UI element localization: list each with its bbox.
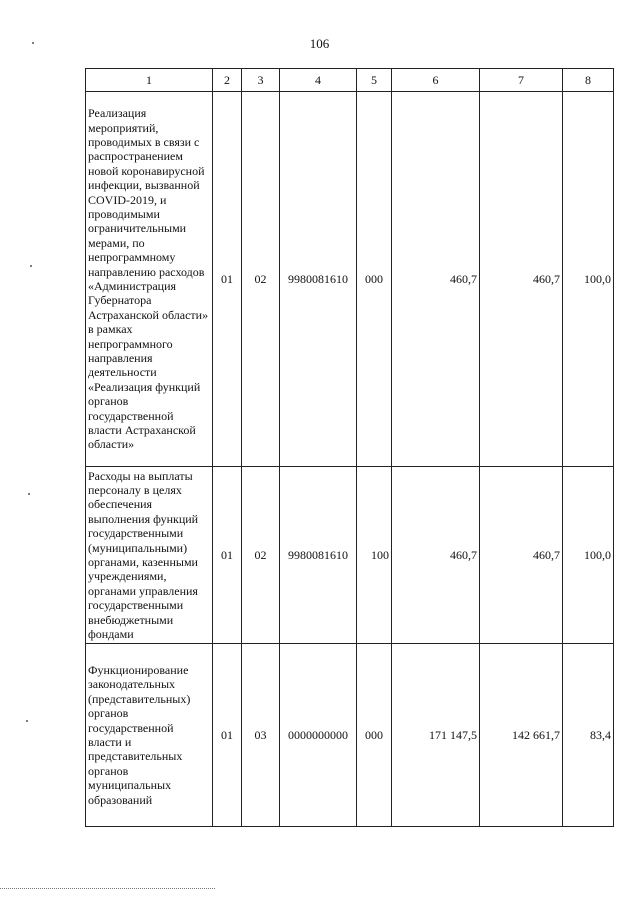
subsection-code: 03 — [242, 644, 280, 827]
table-row — [86, 92, 614, 467]
target-article-code: 9980081610 — [280, 92, 357, 467]
scan-speck — [30, 265, 32, 267]
execution-percent: 100,0 — [563, 92, 614, 467]
scan-speck — [32, 42, 34, 44]
target-article-code: 0000000000 — [280, 644, 357, 827]
expense-description: Реализация мероприятий, проводимых в связи с распространением новой коронавирусной инфекции, вызванной COVID-2019, и проводимыми ограничительными мерами, по непрограммному направлению расходов «Администрация Губернатора Астраханской области» в рамках непрограммного направления деятельности «Реализация функций органов государственной власти Астраханской области» — [86, 92, 213, 467]
scan-speck — [26, 720, 28, 722]
planned-amount: 460,7 — [392, 467, 480, 644]
expense-description: Функционирование законодательных (представительных) органов государственной власти и представительных органов муниципальных образований — [86, 644, 213, 827]
budget-table — [85, 68, 614, 827]
executed-amount: 460,7 — [480, 467, 563, 644]
column-header: 6 — [392, 69, 480, 92]
section-code: 01 — [213, 644, 242, 827]
column-header: 4 — [280, 69, 357, 92]
table-row — [86, 467, 614, 644]
column-header: 1 — [86, 69, 213, 92]
planned-amount: 460,7 — [392, 92, 480, 467]
header-row — [86, 69, 614, 92]
planned-amount: 171 147,5 — [392, 644, 480, 827]
expense-description: Расходы на выплаты персоналу в целях обеспечения выполнения функций государственными (муниципальными) органами, казенными учреждениями, органами управления государственными внебюджетными фондами — [86, 467, 213, 644]
scan-speck — [28, 493, 30, 495]
executed-amount: 142 661,7 — [480, 644, 563, 827]
column-header: 5 — [357, 69, 392, 92]
expense-type-code: 000 — [357, 644, 392, 827]
subsection-code: 02 — [242, 92, 280, 467]
execution-percent: 100,0 — [563, 467, 614, 644]
table-row — [86, 644, 614, 827]
target-article-code: 9980081610 — [280, 467, 357, 644]
expense-type-code: 100 — [357, 467, 392, 644]
section-code: 01 — [213, 92, 242, 467]
column-header: 8 — [563, 69, 614, 92]
column-header: 3 — [242, 69, 280, 92]
execution-percent: 83,4 — [563, 644, 614, 827]
page-number: 106 — [309, 36, 330, 51]
footer-rule — [0, 888, 215, 889]
executed-amount: 460,7 — [480, 92, 563, 467]
subsection-code: 02 — [242, 467, 280, 644]
column-header: 7 — [480, 69, 563, 92]
section-code: 01 — [213, 467, 242, 644]
column-header: 2 — [213, 69, 242, 92]
expense-type-code: 000 — [357, 92, 392, 467]
